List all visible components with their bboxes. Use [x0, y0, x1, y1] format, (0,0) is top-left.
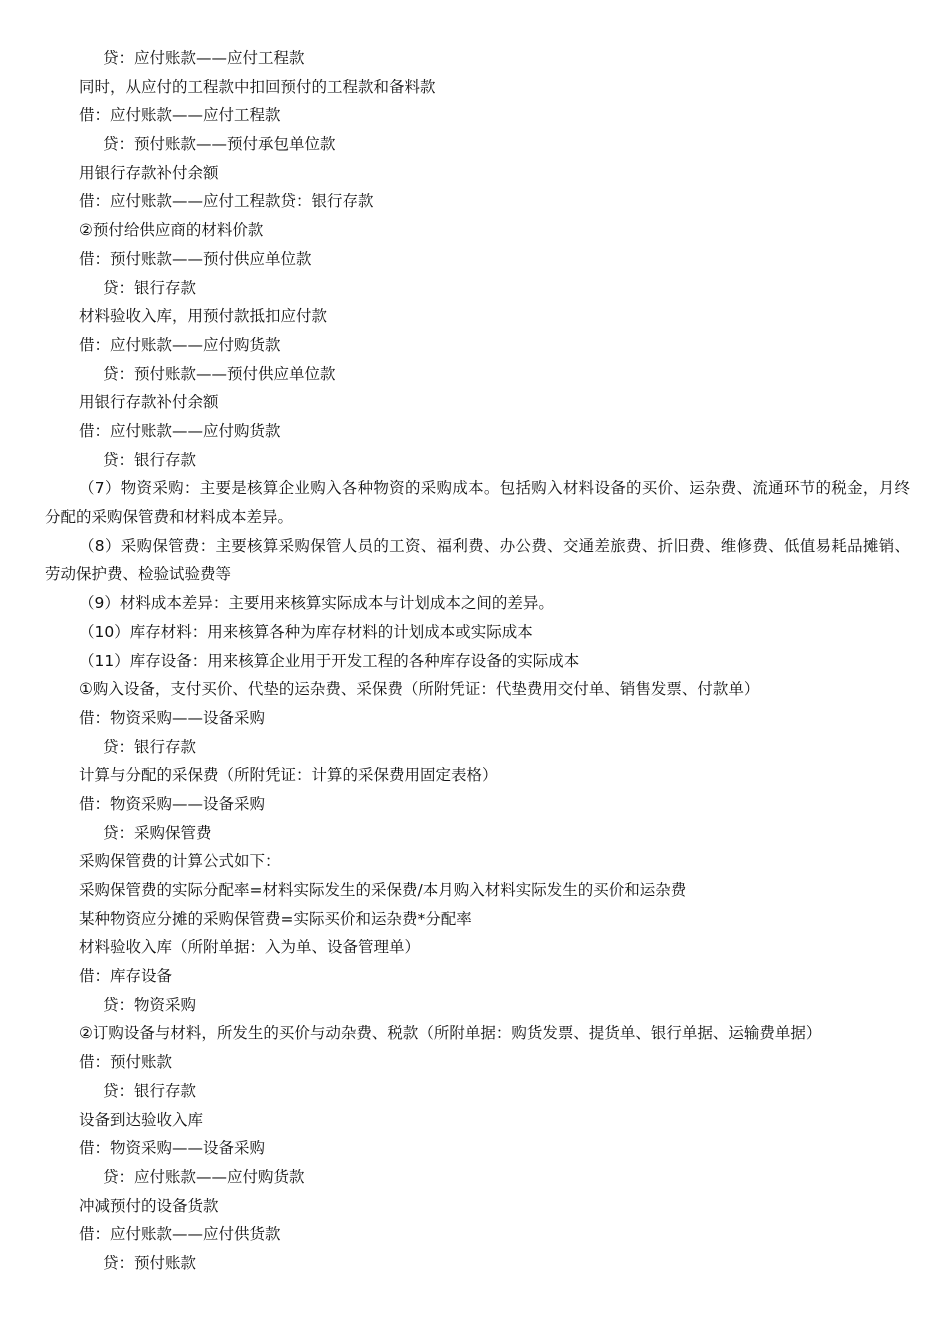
- text-line: 用银行存款补付余额: [79, 163, 219, 182]
- text-line: 借：物资采购——设备采购: [79, 1139, 266, 1158]
- document-body: [0, 44, 950, 1278]
- text-line: 材料验收入库，用预付款抵扣应付款: [79, 307, 328, 326]
- text-line: 贷：预付账款: [103, 1253, 197, 1272]
- text-line: 借：物资采购——设备采购: [79, 708, 266, 727]
- paragraph: （8）采购保管费：主要核算采购保管人员的工资、福利费、办公费、交通差旅费、折旧费、维修费、低值易耗品摊销、劳动保护费、检验试验费等: [45, 536, 910, 584]
- text-line: 同时，从应付的工程款中扣回预付的工程款和备料款: [79, 77, 436, 96]
- text-line: 贷：银行存款: [103, 737, 197, 756]
- text-line: ②预付给供应商的材料价款: [79, 221, 264, 240]
- text-line: ②订购设备与材料，所发生的买价与动杂费、税款（所附单据：购货发票、提货单、银行单据、运输费单据）: [79, 1024, 822, 1043]
- text-line: ①购入设备，支付买价、代垫的运杂费、采保费（所附凭证：代垫费用交付单、销售发票、付款单）: [79, 680, 760, 699]
- text-line: 贷：银行存款: [103, 278, 197, 297]
- text-line: 借：预付账款——预付供应单位款: [79, 249, 312, 268]
- text-line: 借：物资采购——设备采购: [79, 794, 266, 813]
- text-line: （9）材料成本差异：主要用来核算实际成本与计划成本之间的差异。: [79, 594, 554, 613]
- text-line: 贷：预付账款——预付承包单位款: [103, 135, 336, 154]
- text-line: 贷：应付账款——应付工程款: [103, 49, 305, 67]
- text-line: 用银行存款补付余额: [79, 393, 219, 412]
- text-line: 贷：采购保管费: [103, 823, 212, 842]
- text-line: （10）库存材料：用来核算各种为库存材料的计划成本或实际成本: [79, 622, 533, 641]
- text-line: 冲减预付的设备货款: [79, 1196, 219, 1215]
- text-line: 材料验收入库（所附单据：入为单、设备管理单）: [79, 938, 421, 957]
- text-line: 借：应付账款——应付购货款: [79, 335, 281, 354]
- paragraph: （7）物资采购：主要是核算企业购入各种物资的采购成本。包括购入材料设备的买价、运杂费、流通环节的税金，月终分配的采购保管费和材料成本差异。: [45, 479, 910, 527]
- text-line: 借：应付账款——应付工程款: [79, 106, 281, 125]
- text-line: 设备到达验收入库: [79, 1110, 204, 1129]
- text-line: 贷：银行存款: [103, 450, 197, 469]
- text-line: 借：库存设备: [79, 967, 173, 986]
- text-line: 借：应付账款——应付工程款贷：银行存款: [79, 192, 374, 211]
- text-line: 借：预付账款: [79, 1053, 173, 1072]
- text-line: 计算与分配的采保费（所附凭证：计算的采保费用固定表格）: [79, 766, 498, 785]
- text-line: （11）库存设备：用来核算企业用于开发工程的各种库存设备的实际成本: [79, 651, 580, 670]
- text-line: 贷：物资采购: [103, 995, 197, 1014]
- text-line: 贷：预付账款——预付供应单位款: [103, 364, 336, 383]
- text-line: 采购保管费的实际分配率=材料实际发生的采保费/本月购入材料实际发生的买价和运杂费: [79, 881, 687, 899]
- text-line: 贷：银行存款: [103, 1081, 197, 1100]
- text-line: 借：应付账款——应付购货款: [79, 421, 281, 440]
- text-line: 采购保管费的计算公式如下：: [79, 852, 281, 871]
- text-line: 某种物资应分摊的采购保管费=实际买价和运杂费*分配率: [79, 909, 472, 928]
- text-line: 贷：应付账款——应付购货款: [103, 1167, 305, 1186]
- text-line: 借：应付账款——应付供货款: [79, 1225, 281, 1244]
